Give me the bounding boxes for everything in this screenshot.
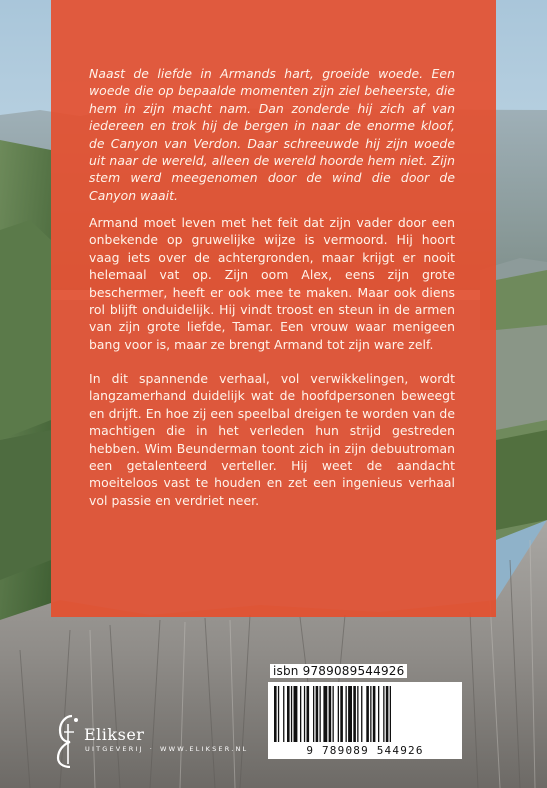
- barcode-bar: [316, 686, 319, 742]
- barcode-bar: [378, 686, 379, 742]
- italic-paragraph-text: Naast de liefde in Armands hart, groeide woede. Een woede die op bepaalde momenten zijn ziel beheerste, die hem in zijn macht nam. Dan zonderde hij zich af van iedereen en trok hij de bergen in naar de enorme kloof, de Canyon van Verdon. Daar schreeuwde hij zijn woede uit naar de wereld, alleen de wereld hoorde hem niet. Zijn stem werd meegenomen door de wind die door de Canyon waait.: [89, 66, 455, 203]
- barcode-bar: [353, 686, 356, 742]
- paragraph-1-text: Armand moet leven met het feit dat zijn vader door een onbekende op gruwelijke wijze is vermoord. Hij hoort vaag iets over de achtergronden, maar krijgt er nooit helemaal vat op. Zijn oom Alex, eens zijn grote beschermer, heeft er ook mee te maken. Maar ook diens rol blijft onduidelijk. Hij vindt troost en steun in de armen van zijn grote liefde, Tamar. Een vrouw waar menigeen bang voor is, maar ze brengt Armand tot zijn ware zelf.: [89, 215, 455, 352]
- barcode-bar: [346, 686, 347, 742]
- barcode-bar: [373, 686, 376, 742]
- publisher-subtitle: [85, 745, 248, 753]
- barcode-bar: [390, 686, 391, 742]
- barcode-bar: [383, 686, 384, 742]
- elikser-logo-mark-icon: [54, 712, 84, 768]
- barcode-bar: [307, 686, 310, 742]
- barcode-bar: [329, 686, 332, 742]
- barcode-bar: [283, 686, 284, 742]
- blurb-italic-paragraph: [89, 65, 455, 204]
- barcode-bar: [361, 686, 362, 742]
- barcode-digits: 9 789089 544926: [306, 744, 424, 757]
- isbn-label: isbn 9789089544926: [270, 664, 407, 678]
- barcode-bar: [291, 686, 292, 742]
- barcode-bar: [304, 686, 305, 742]
- barcode-bar: [348, 686, 352, 742]
- barcode-bar: [294, 686, 298, 742]
- barcode-bar: [357, 686, 358, 742]
- barcode-bar: [340, 686, 343, 742]
- publisher-name: Elikser: [84, 725, 145, 744]
- barcode-bar: [287, 686, 290, 742]
- blurb-paragraph-1: [89, 214, 455, 353]
- barcode-bar: [333, 686, 334, 742]
- barcode-bar: [320, 686, 321, 742]
- barcode-bar: [278, 686, 279, 742]
- barcode-bar: [386, 686, 389, 742]
- publisher-website: WWW.ELIKSER.NL: [159, 745, 249, 753]
- barcode: [268, 682, 462, 759]
- barcode-bar: [313, 686, 314, 742]
- barcode-bar: [274, 686, 277, 742]
- barcode-bar: [370, 686, 371, 742]
- barcode-bar: [366, 686, 369, 742]
- publisher-subtitle-left: UITGEVERIJ: [85, 745, 144, 753]
- separator-dot: ·: [149, 745, 154, 753]
- barcode-bar: [338, 686, 339, 742]
- publisher-logo: [54, 712, 274, 772]
- blurb-paragraph-2: [89, 370, 455, 509]
- barcode-bars: [272, 686, 458, 742]
- barcode-bar: [300, 686, 301, 742]
- barcode-bar: [323, 686, 327, 742]
- paragraph-2-text: In dit spannende verhaal, vol verwikkelingen, wordt langzamerhand duidelijk wat de hoofdpersonen beweegt en drijft. En hoe zij een speelbal dreigen te worden van de machtigen die in het verleden hun strijd gestreden hebben. Wim Beunderman toont zich in zijn debuutroman een getalenteerd verteller. Hij weet de aandacht moeiteloos vast te houden en zet een ingenieus verhaal vol passie en verdriet neer.: [89, 371, 455, 508]
